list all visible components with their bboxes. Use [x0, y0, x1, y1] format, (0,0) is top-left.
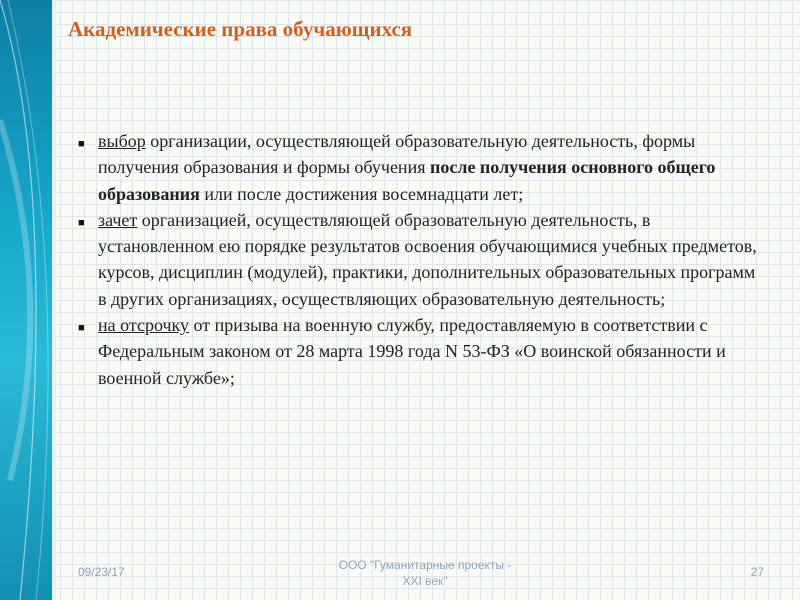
decorative-sidebar	[0, 0, 52, 600]
bullet-bold-text: после получения основного общего образования	[98, 157, 716, 204]
bullet-square-icon: ■	[78, 216, 85, 229]
bullet-list	[78, 128, 758, 391]
bullet-text: организацией, осуществляющей образовательную деятельность, в установленном ею порядке результатов освоения обучающимися учебных предметов, курсов, дисциплин (модулей), практики, дополнительных образовательных программ в других организациях, осуществляющих образовательную деятельность;	[98, 209, 757, 309]
bullet-lead: выбор	[98, 131, 146, 151]
footer-date: 09/23/17	[78, 565, 125, 579]
footer-organization	[310, 557, 540, 589]
footer-organization-line-2: XXI век"	[402, 574, 448, 588]
bullet-item-choice	[78, 128, 758, 207]
footer-page-number: 27	[750, 565, 764, 579]
sidebar-divider	[52, 0, 56, 600]
bullet-lead: зачет	[98, 209, 138, 230]
bullet-item-credit	[78, 207, 758, 312]
bullet-text-end: или после достижения восемнадцати лет;	[199, 183, 524, 204]
bullet-item-deferral	[78, 312, 758, 391]
bullet-lead: на отсрочку	[98, 315, 190, 336]
footer-organization-line-1: ООО "Гуманитарные проекты -	[338, 558, 512, 572]
bullet-square-icon: ■	[78, 322, 85, 335]
bullet-square-icon: ■	[78, 138, 85, 150]
bullet-text: организации, осуществляющей образовательную деятельность, формы получения образования и формы обучения	[98, 131, 696, 178]
slide-title: Академические права обучающихся	[68, 17, 413, 41]
bullet-text: от призыва на военную службу, предоставляемую в соответствии с Федеральным законом от 28 марта 1998 года N 53-ФЗ «О воинской обязанности и военной службе»;	[98, 315, 726, 388]
sidebar-swoosh-graphic	[0, 0, 52, 600]
